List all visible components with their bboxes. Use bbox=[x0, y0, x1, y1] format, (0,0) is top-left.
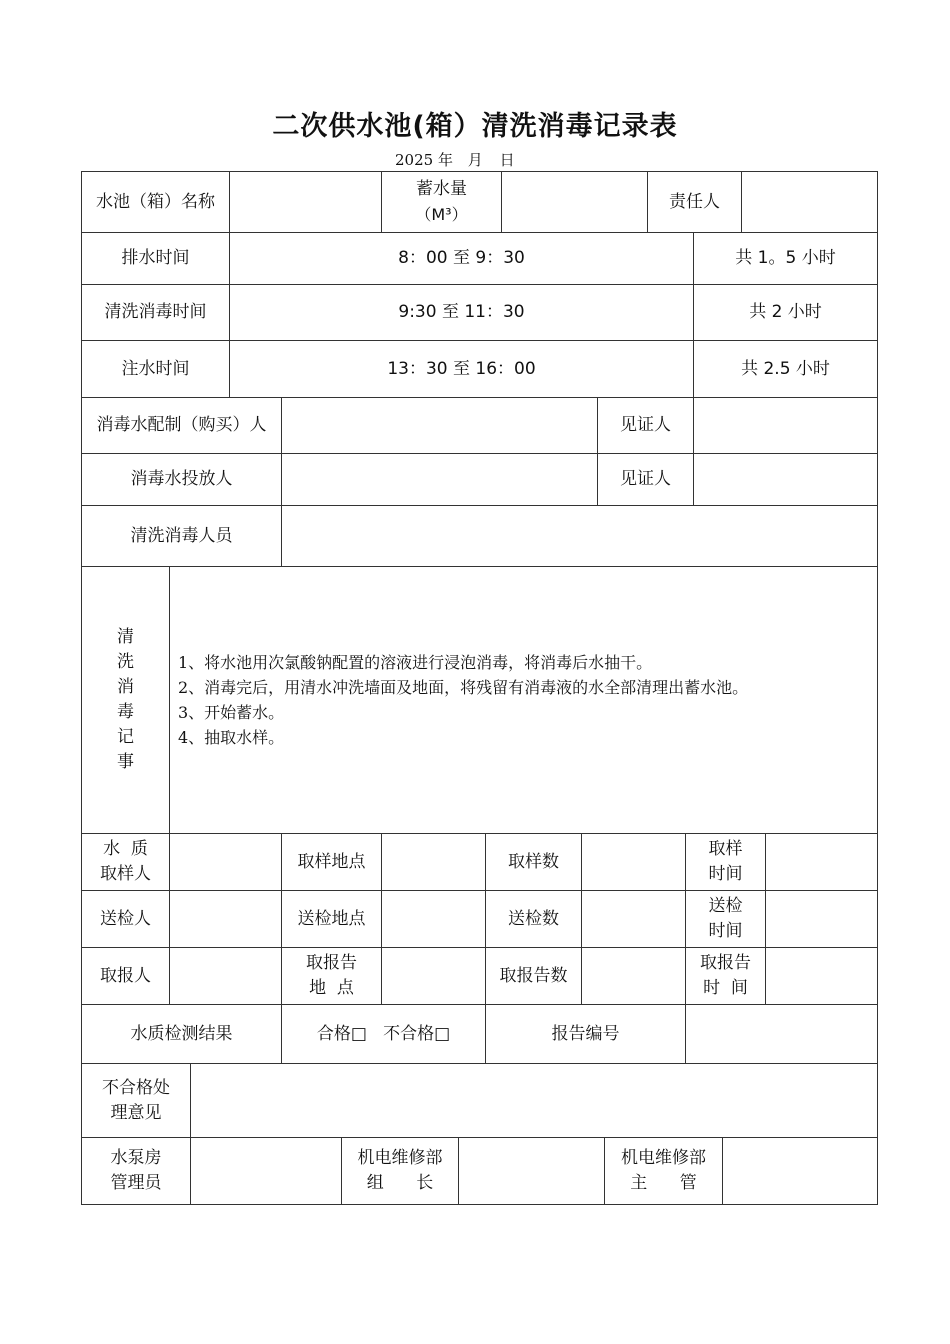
sample-time-l2: 时间 bbox=[708, 864, 743, 884]
report-place-label bbox=[281, 947, 381, 1004]
drain-label: 排水时间 bbox=[81, 232, 229, 284]
dose-witness-label: 见证人 bbox=[597, 453, 693, 505]
notes-label-char: 毒 bbox=[117, 702, 134, 722]
clean-time: 9:30 至 11：30 bbox=[229, 284, 693, 340]
notes-label-char: 记 bbox=[117, 727, 134, 747]
report-place-l2: 地 点 bbox=[309, 978, 354, 998]
sample-count-label: 取样数 bbox=[485, 833, 581, 890]
signature-row bbox=[81, 1137, 878, 1205]
report-time-l2: 时 间 bbox=[703, 978, 748, 998]
notes-label-char: 消 bbox=[117, 677, 134, 697]
submit-person-value[interactable] bbox=[169, 890, 281, 947]
unqualified-l1: 不合格处 bbox=[102, 1077, 170, 1098]
date-month-label: 月 bbox=[467, 151, 483, 169]
report-person-value[interactable] bbox=[169, 947, 281, 1004]
volume-unit: （M³） bbox=[415, 205, 468, 224]
report-number-value[interactable] bbox=[685, 1004, 878, 1063]
sample-collector-label bbox=[81, 833, 169, 890]
submit-time-l2: 时间 bbox=[708, 921, 743, 941]
prep-label: 消毒水配制（购买）人 bbox=[81, 397, 281, 453]
pool-name-value[interactable] bbox=[229, 171, 381, 232]
sample-collector-l1: 水 质 bbox=[103, 839, 148, 859]
dose-value[interactable] bbox=[281, 453, 597, 505]
pump-room-l1: 水泵房 bbox=[110, 1148, 162, 1168]
note-item: 2、消毒完后，用清水冲洗墙面及地面，将残留有消毒液的水全部清理出蓄水池。 bbox=[178, 678, 749, 697]
submit-time-label bbox=[685, 890, 765, 947]
report-count-value[interactable] bbox=[581, 947, 685, 1004]
fill-total: 共 2.5 小时 bbox=[693, 340, 878, 397]
supervisor-l2: 主 管 bbox=[630, 1173, 697, 1193]
report-time-value[interactable] bbox=[765, 947, 878, 1004]
report-person-label: 取报人 bbox=[81, 947, 169, 1004]
sample-collector-value[interactable] bbox=[169, 833, 281, 890]
supervisor-l1: 机电维修部 bbox=[621, 1148, 706, 1168]
drain-row bbox=[81, 232, 878, 284]
prep-row bbox=[81, 397, 878, 453]
submit-place-label: 送检地点 bbox=[281, 890, 381, 947]
unqualified-value[interactable] bbox=[190, 1063, 878, 1137]
responsible-value[interactable] bbox=[741, 171, 878, 232]
report-time-l1: 取报告 bbox=[700, 953, 751, 973]
dose-row bbox=[81, 453, 878, 505]
notes-row bbox=[81, 566, 878, 833]
supervisor-value[interactable] bbox=[722, 1137, 878, 1205]
team-leader-label bbox=[341, 1137, 458, 1205]
note-item: 3、开始蓄水。 bbox=[178, 703, 285, 722]
submit-time-value[interactable] bbox=[765, 890, 878, 947]
pool-name-label-text: 水池（箱）名称 bbox=[96, 191, 215, 212]
sample-place-label: 取样地点 bbox=[281, 833, 381, 890]
prep-value[interactable] bbox=[281, 397, 597, 453]
clean-total: 共 2 小时 bbox=[693, 284, 878, 340]
sample-time-value[interactable] bbox=[765, 833, 878, 890]
drain-time: 8：00 至 9：30 bbox=[229, 232, 693, 284]
submit-row bbox=[81, 890, 878, 947]
report-place-l1: 取报告 bbox=[306, 953, 357, 973]
report-place-value[interactable] bbox=[381, 947, 485, 1004]
notes-label bbox=[81, 566, 169, 833]
date-day-label: 日 bbox=[499, 151, 515, 169]
notes-label-char: 洗 bbox=[117, 652, 134, 672]
sample-row bbox=[81, 833, 878, 890]
team-leader-l2: 组 长 bbox=[366, 1173, 434, 1193]
pool-name-label bbox=[81, 171, 229, 232]
pump-room-label bbox=[81, 1137, 190, 1205]
submit-place-value[interactable] bbox=[381, 890, 485, 947]
notes-content bbox=[169, 566, 878, 833]
date-year: 2025 bbox=[395, 151, 434, 169]
team-leader-value[interactable] bbox=[458, 1137, 604, 1205]
note-item: 1、将水池用次氯酸钠配置的溶液进行浸泡消毒，将消毒后水抽干。 bbox=[178, 653, 653, 672]
report-count-label: 取报告数 bbox=[485, 947, 581, 1004]
result-row bbox=[81, 1004, 878, 1063]
notes-list bbox=[178, 650, 748, 750]
volume-value[interactable] bbox=[501, 171, 647, 232]
supervisor-label bbox=[604, 1137, 722, 1205]
fill-label: 注水时间 bbox=[81, 340, 229, 397]
unqualified-row bbox=[81, 1063, 878, 1137]
notes-label-char: 事 bbox=[117, 752, 134, 772]
staff-row bbox=[81, 505, 878, 566]
volume-label bbox=[381, 171, 501, 232]
sample-place-value[interactable] bbox=[381, 833, 485, 890]
page-title: 二次供水池(箱）清洗消毒记录表 bbox=[272, 111, 678, 142]
drain-total: 共 1。5 小时 bbox=[693, 232, 878, 284]
submit-count-value[interactable] bbox=[581, 890, 685, 947]
dose-label: 消毒水投放人 bbox=[81, 453, 281, 505]
sample-count-value[interactable] bbox=[581, 833, 685, 890]
fill-time: 13：30 至 16：00 bbox=[229, 340, 693, 397]
responsible-label: 责任人 bbox=[647, 171, 741, 232]
date-year-label: 年 bbox=[437, 151, 453, 169]
pump-room-l2: 管理员 bbox=[110, 1173, 162, 1193]
note-item: 4、抽取水样。 bbox=[178, 728, 285, 747]
sample-time-l1: 取样 bbox=[708, 839, 743, 859]
fill-row bbox=[81, 340, 878, 397]
report-number-label: 报告编号 bbox=[485, 1004, 685, 1063]
prep-witness-value[interactable] bbox=[693, 397, 878, 453]
notes-label-char: 清 bbox=[117, 627, 134, 647]
submit-count-label: 送检数 bbox=[485, 890, 581, 947]
clean-label: 清洗消毒时间 bbox=[81, 284, 229, 340]
report-row bbox=[81, 947, 878, 1004]
sample-collector-l2: 取样人 bbox=[100, 864, 151, 884]
team-leader-l1: 机电维修部 bbox=[357, 1148, 443, 1168]
volume-label-text: 蓄水量 bbox=[416, 179, 467, 199]
dose-witness-value[interactable] bbox=[693, 453, 878, 505]
submit-time-l1: 送检 bbox=[708, 896, 743, 916]
result-options[interactable]: 合格□ 不合格□ bbox=[281, 1004, 485, 1063]
record-date bbox=[395, 149, 515, 170]
staff-label: 清洗消毒人员 bbox=[81, 505, 281, 566]
staff-value[interactable] bbox=[281, 505, 878, 566]
report-time-label bbox=[685, 947, 765, 1004]
prep-witness-label: 见证人 bbox=[597, 397, 693, 453]
pump-room-value[interactable] bbox=[190, 1137, 341, 1205]
unqualified-l2: 理意见 bbox=[110, 1102, 162, 1123]
header-row bbox=[81, 171, 878, 232]
result-label: 水质检测结果 bbox=[81, 1004, 281, 1063]
clean-row bbox=[81, 284, 878, 340]
sample-time-label bbox=[685, 833, 765, 890]
submit-person-label: 送检人 bbox=[81, 890, 169, 947]
unqualified-label bbox=[81, 1063, 190, 1137]
